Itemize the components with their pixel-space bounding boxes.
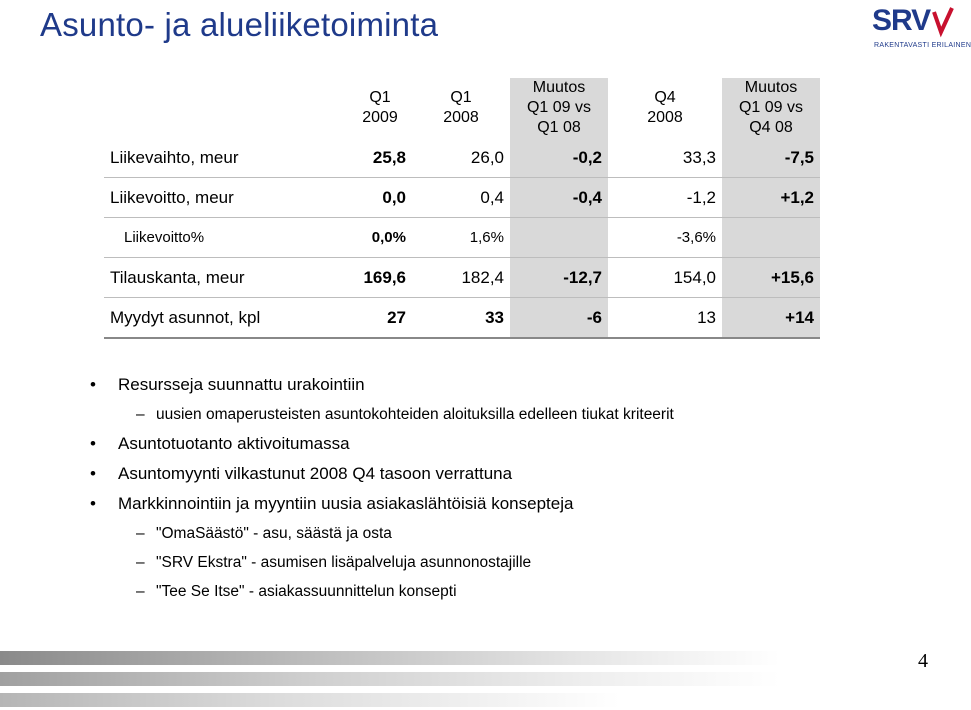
footer-band [0,672,780,686]
table-header-row [104,78,820,138]
bullet-item [90,489,674,519]
cell-q1-2008: 0,4 [412,178,510,218]
table-row [104,258,820,298]
bullet-text: Asuntotuotanto aktivoitumassa [118,434,350,453]
dash-icon: – [136,554,145,571]
sub-bullet-item [90,548,674,577]
bullet-dot-icon: • [90,494,96,513]
cell-q1-2009: 0,0 [348,178,412,218]
cell-q4-2008: 154,0 [608,258,722,298]
cell-change-q4: +14 [722,298,820,339]
header-text: Q1 [369,89,391,106]
header-q1-2008 [412,78,510,138]
table-row [104,218,820,258]
header-text: Q1 08 [537,119,581,136]
row-label: Liikevoitto, meur [104,178,348,218]
cell-change-q4 [722,218,820,258]
sub-bullet-text: uusien omaperusteisten asuntokohteiden aloituksilla edelleen tiukat kriteerit [156,406,674,423]
cell-q1-2008: 26,0 [412,138,510,178]
header-text: Q4 08 [749,119,793,136]
cell-q1-2009: 27 [348,298,412,339]
header-text: Q1 09 vs [526,99,592,116]
header-change-q4 [722,78,820,138]
cell-q1-2009: 25,8 [348,138,412,178]
bullet-dot-icon: • [90,375,96,394]
row-label: Liikevaihto, meur [104,138,348,178]
row-label: Liikevoitto% [104,218,348,258]
cell-q1-2009: 0,0% [348,218,412,258]
page-title: Asunto- ja alueliiketoiminta [40,6,439,43]
cell-q1-2008: 182,4 [412,258,510,298]
table-row [104,298,820,339]
cell-change-q1: -0,2 [510,138,608,178]
header-q1-2009 [348,78,412,138]
sub-bullet-item [90,519,674,548]
header-text: Q4 [654,89,676,106]
cell-q4-2008: -1,2 [608,178,722,218]
bullet-list [90,370,674,606]
srv-logo [872,4,971,54]
cell-change-q4: -7,5 [722,138,820,178]
bullet-text: Resursseja suunnattu urakointiin [118,375,365,394]
cell-q4-2008: -3,6% [608,218,722,258]
dash-icon: – [136,583,145,600]
row-label: Tilauskanta, meur [104,258,348,298]
cell-q1-2008: 1,6% [412,218,510,258]
cell-q1-2009: 169,6 [348,258,412,298]
results-table [104,78,820,339]
cell-q1-2008: 33 [412,298,510,339]
bullet-item [90,459,674,489]
sub-bullet-text: "OmaSäästö" - asu, säästä ja osta [156,525,392,542]
header-text: Q1 09 vs [738,99,804,116]
cell-change-q1: -6 [510,298,608,339]
cell-q4-2008: 33,3 [608,138,722,178]
cell-change-q1: -0,4 [510,178,608,218]
dash-icon: – [136,525,145,542]
bullet-text: Asuntomyynti vilkastunut 2008 Q4 tasoon verrattuna [118,464,513,483]
cell-change-q4: +1,2 [722,178,820,218]
table-row [104,138,820,178]
logo-tagline: RAKENTAVASTI ERILAINEN [874,42,971,49]
header-text: Muutos [744,79,798,96]
cell-q4-2008: 13 [608,298,722,339]
header-text: Muutos [532,79,586,96]
header-change-q1 [510,78,608,138]
header-text: 2008 [647,109,683,126]
sub-bullet-item [90,400,674,429]
bullet-item [90,370,674,400]
bullet-item [90,429,674,459]
row-label: Myydyt asunnot, kpl [104,298,348,339]
logo-wordmark: SRV [872,4,931,37]
header-text: Q1 [450,89,472,106]
footer-band [0,651,780,665]
cell-change-q1: -12,7 [510,258,608,298]
header-q4-2008 [608,78,722,138]
bullet-text: Markkinnointiin ja myyntiin uusia asiakaslähtöisiä konsepteja [118,494,574,513]
table-row [104,178,820,218]
header-text: 2008 [443,109,479,126]
logo-check-icon [932,6,954,36]
sub-bullet-item [90,577,674,606]
sub-bullet-text: "Tee Se Itse" - asiakassuunnittelun konsepti [156,583,457,600]
header-text: 2009 [362,109,398,126]
bullet-dot-icon: • [90,464,96,483]
header-label-blank [104,78,348,138]
cell-change-q1 [510,218,608,258]
dash-icon: – [136,406,145,423]
bullet-dot-icon: • [90,434,96,453]
cell-change-q4: +15,6 [722,258,820,298]
footer-band [0,693,620,707]
sub-bullet-text: "SRV Ekstra" - asumisen lisäpalveluja asunnonostajille [156,554,532,571]
page-number: 4 [918,650,928,672]
